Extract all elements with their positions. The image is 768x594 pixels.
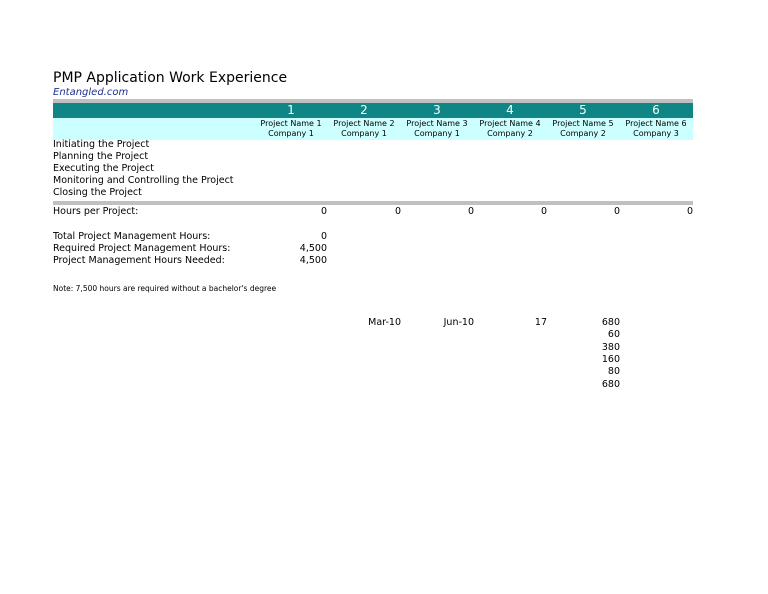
date-end: Jun-10 [443,317,474,328]
hours-value-4: 0 [540,206,547,217]
company-name: Company 1 [268,129,314,138]
date-start: Mar-10 [368,317,401,328]
mid-divider [53,201,693,205]
hours-value-6: 0 [686,206,693,217]
phase-initiating: Initiating the Project [53,139,150,150]
required-hours-label: Required Project Management Hours: [53,243,231,254]
column-project-5 [547,119,619,139]
company-name: Company 2 [487,129,533,138]
hours-value-5: 0 [613,206,620,217]
degree-note: Note: 7,500 hours are required without a bachelor's degree [53,284,277,293]
column-project-4 [474,119,546,139]
column-project-1 [255,119,327,139]
phase-monitoring: Monitoring and Controlling the Project [53,175,234,186]
required-hours-value: 4,500 [299,243,327,254]
company-name: Company 2 [560,129,606,138]
column-project-6 [620,119,692,139]
list-value-6: 680 [601,379,620,390]
needed-hours-value: 4,500 [299,255,327,266]
phase-planning: Planning the Project [53,151,149,162]
column-number-3: 3 [433,103,441,117]
list-value-2: 60 [607,329,620,340]
list-value-1: 680 [601,317,620,328]
phase-closing: Closing the Project [53,187,142,198]
page-title: PMP Application Work Experience [53,70,288,86]
column-number-2: 2 [360,103,368,117]
count-value: 17 [534,317,547,328]
column-number-6: 6 [652,103,660,117]
project-name: Project Name 4 [479,119,541,128]
hours-value-3: 0 [467,206,474,217]
column-project-2 [328,119,400,139]
project-name: Project Name 2 [333,119,395,128]
column-number-4: 4 [506,103,514,117]
total-hours-label: Total Project Management Hours: [53,231,211,242]
project-name: Project Name 1 [260,119,322,128]
column-number-5: 5 [579,103,587,117]
hours-per-project-label: Hours per Project: [53,206,139,217]
needed-hours-label: Project Management Hours Needed: [53,255,225,266]
project-name: Project Name 3 [406,119,468,128]
hours-value-1: 0 [320,206,327,217]
project-name: Project Name 5 [552,119,614,128]
hours-value-2: 0 [394,206,401,217]
list-value-5: 80 [607,366,620,377]
project-name: Project Name 6 [625,119,687,128]
company-name: Company 1 [414,129,460,138]
list-value-4: 160 [601,354,620,365]
phase-executing: Executing the Project [53,163,154,174]
column-number-1: 1 [287,103,295,117]
list-value-3: 380 [601,342,620,353]
company-name: Company 3 [633,129,679,138]
column-project-3 [401,119,473,139]
site-name: Entangled.com [53,87,129,98]
total-hours-value: 0 [320,231,327,242]
company-name: Company 1 [341,129,387,138]
